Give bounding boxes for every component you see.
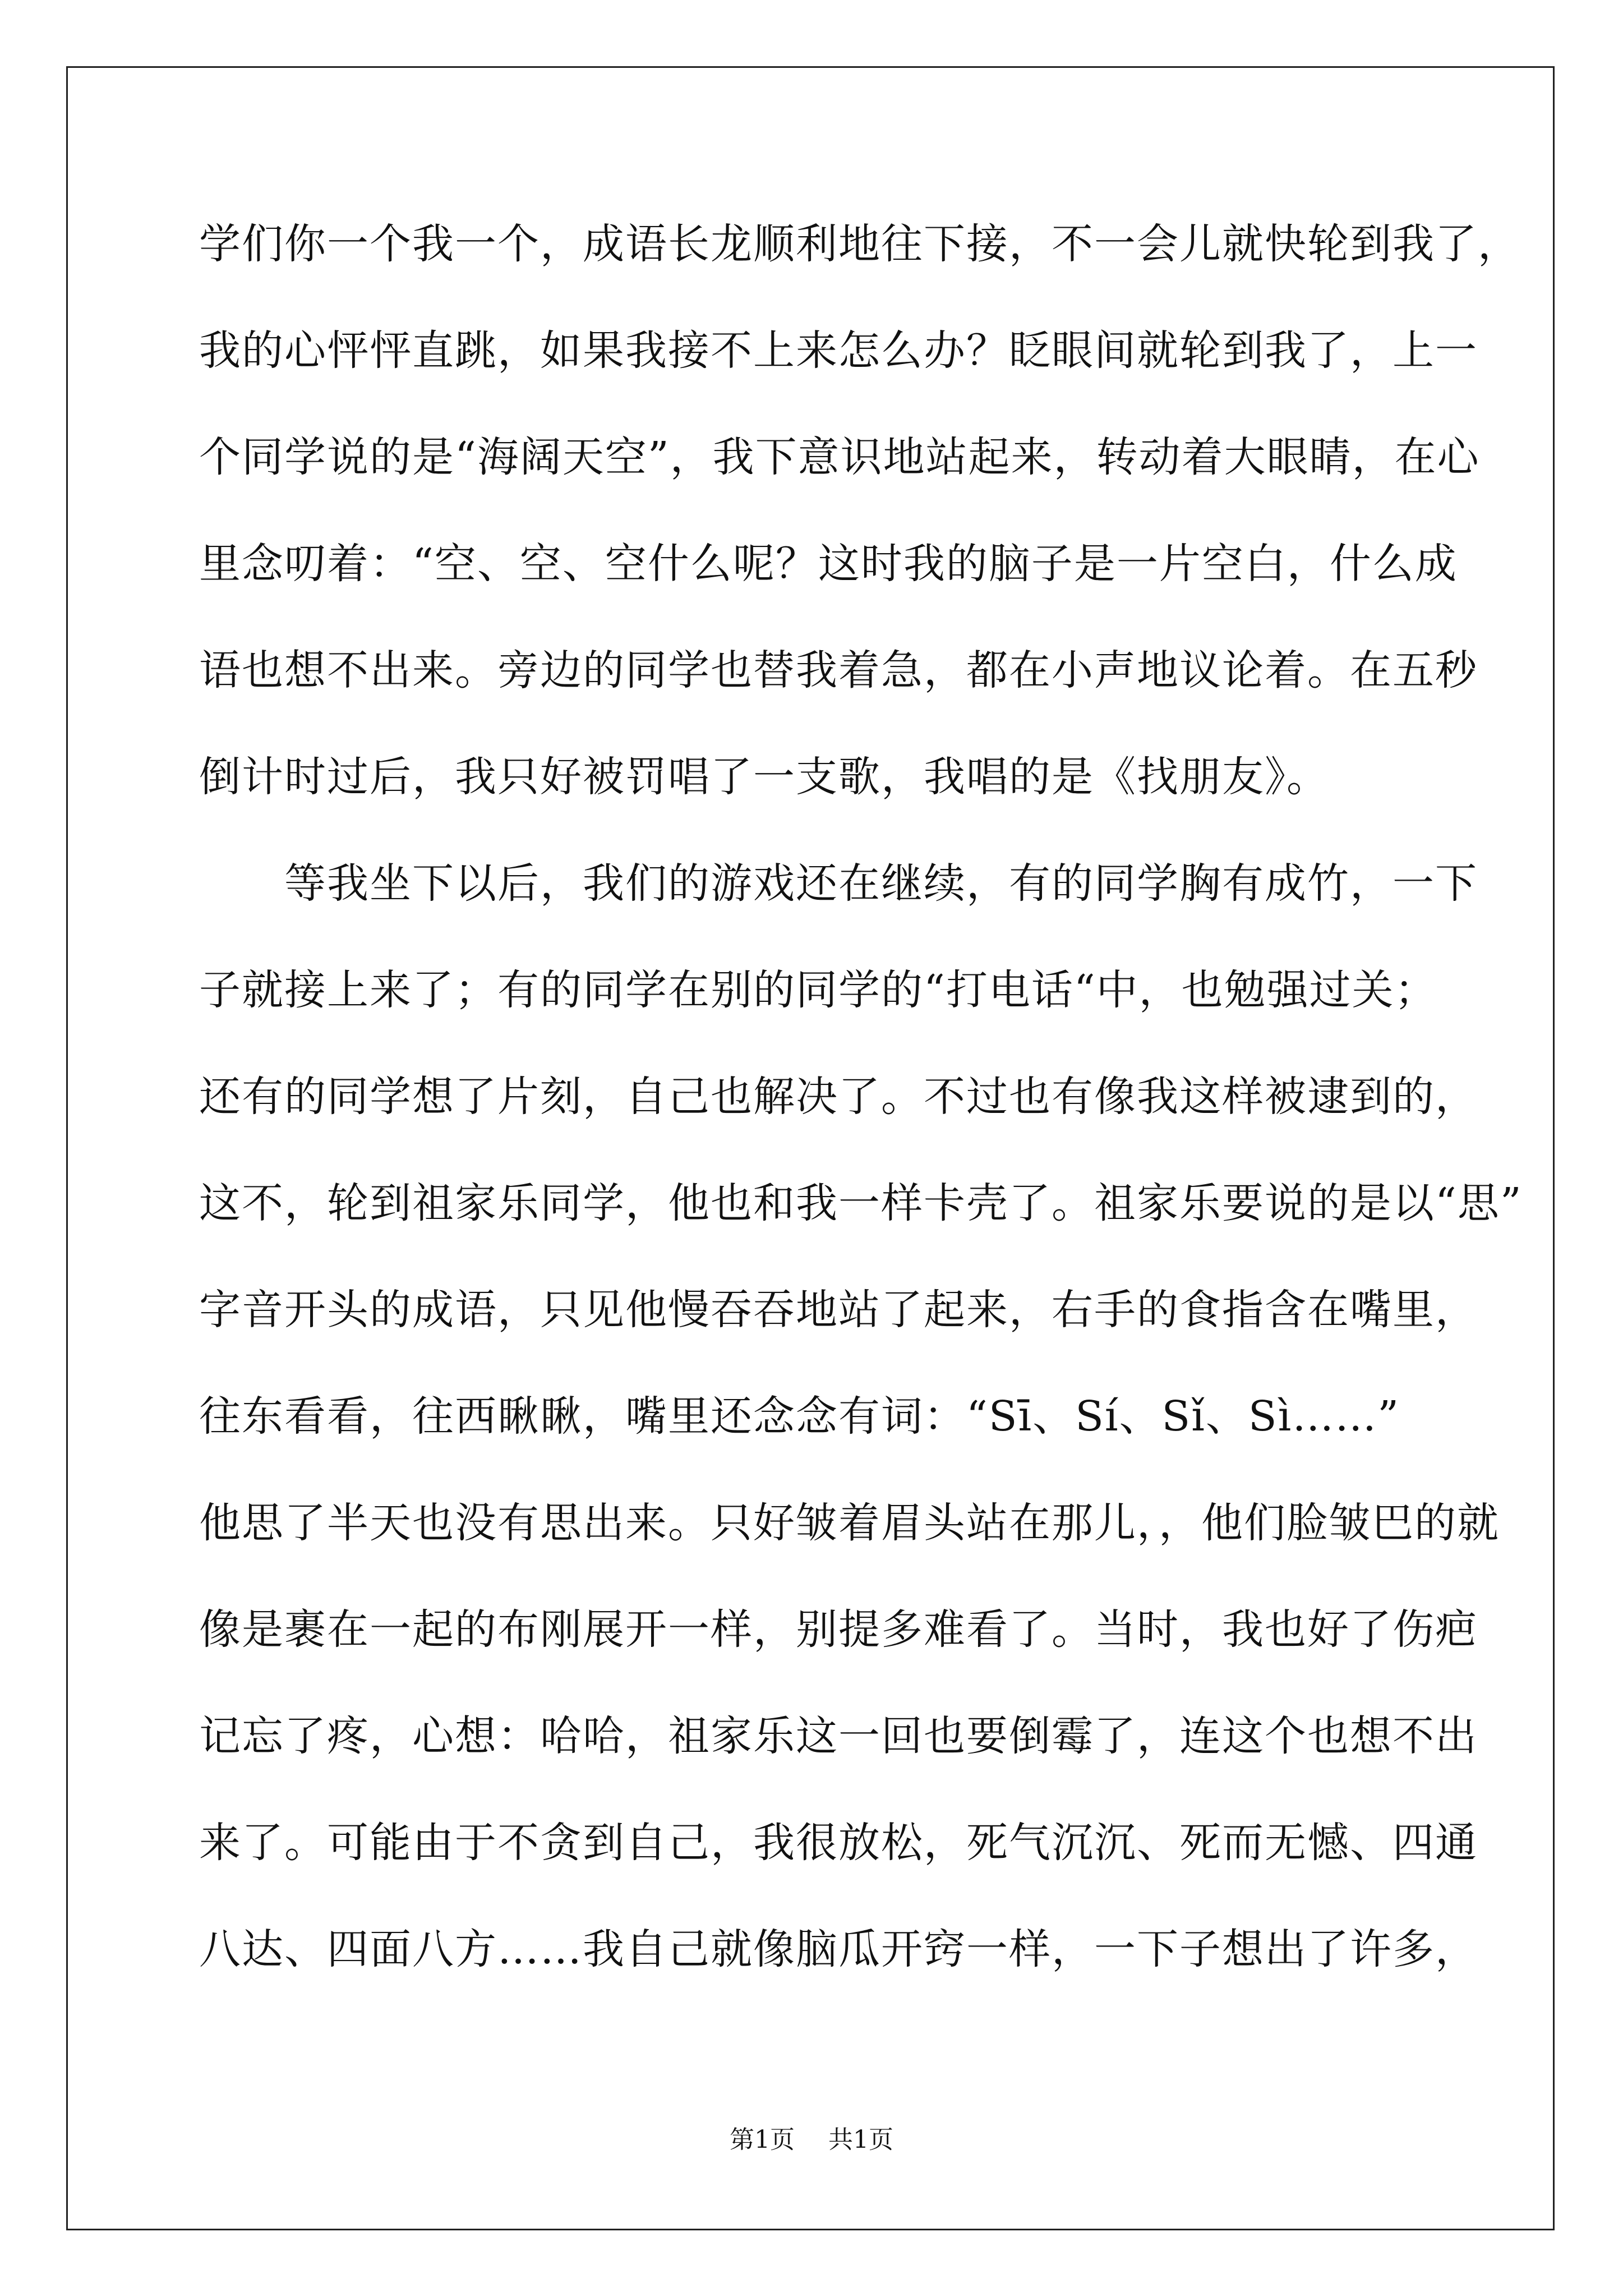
page-footer — [0, 2123, 1623, 2157]
text-line: 语也想不出来。旁边的同学也替我着急，都在小声地议论着。在五秒 — [199, 646, 1478, 694]
document-body — [199, 210, 1523, 2022]
text-line: 往东看看，往西瞅瞅，嘴里还念念有词：“Sī、Sí、Sǐ、Sì……” — [199, 1392, 1400, 1441]
text-line: 我的心怦怦直跳，如果我接不上来怎么办？眨眼间就轮到我了，上一 — [199, 326, 1478, 375]
text-line: 个同学说的是“海阔天空”，我下意识地站起来，转动着大眼睛，在心 — [199, 433, 1480, 481]
text-line: 倒计时过后，我只好被罚唱了一支歌，我唱的是《找朋友》。 — [199, 753, 1329, 801]
text-line: 字音开头的成语，只见他慢吞吞地站了起来，右手的食指含在嘴里， — [199, 1286, 1478, 1334]
text-line: 学们你一个我一个，成语长龙顺利地往下接，不一会儿就快轮到我了， — [199, 220, 1520, 268]
text-line: 还有的同学想了片刻，自己也解决了。不过也有像我这样被逮到的， — [199, 1073, 1478, 1121]
page-number: 第1页 — [730, 2125, 795, 2154]
text-line: 子就接上来了；有的同学在别的同学的“打电话“中，也勉强过关； — [199, 966, 1437, 1014]
text-line: 里念叨着：“空、空、空什么呢？这时我的脑子是一片空白，什么成 — [199, 540, 1458, 588]
text-line: 像是裹在一起的布刚展开一样，别提多难看了。当时，我也好了伤疤 — [199, 1605, 1478, 1654]
text-line: 等我坐下以后，我们的游戏还在继续，有的同学胸有成竹，一下 — [199, 859, 1478, 908]
text-line: 记忘了疼，心想：哈哈，祖家乐这一回也要倒霉了，连这个也想不出 — [199, 1712, 1478, 1760]
page-total: 共1页 — [828, 2125, 893, 2154]
text-line: 来了。可能由于不贪到自己，我很放松，死气沉沉、死而无憾、四通 — [199, 1819, 1478, 1867]
text-line: 他思了半天也没有思出来。只好皱着眉头站在那儿，，他们脸皱巴的就 — [199, 1499, 1500, 1547]
text-line: 这不，轮到祖家乐同学，他也和我一样卡壳了。祖家乐要说的是以“思” — [199, 1179, 1523, 1227]
text-line: 八达、四面八方……我自己就像脑瓜开窍一样，一下子想出了许多， — [199, 1925, 1478, 1973]
